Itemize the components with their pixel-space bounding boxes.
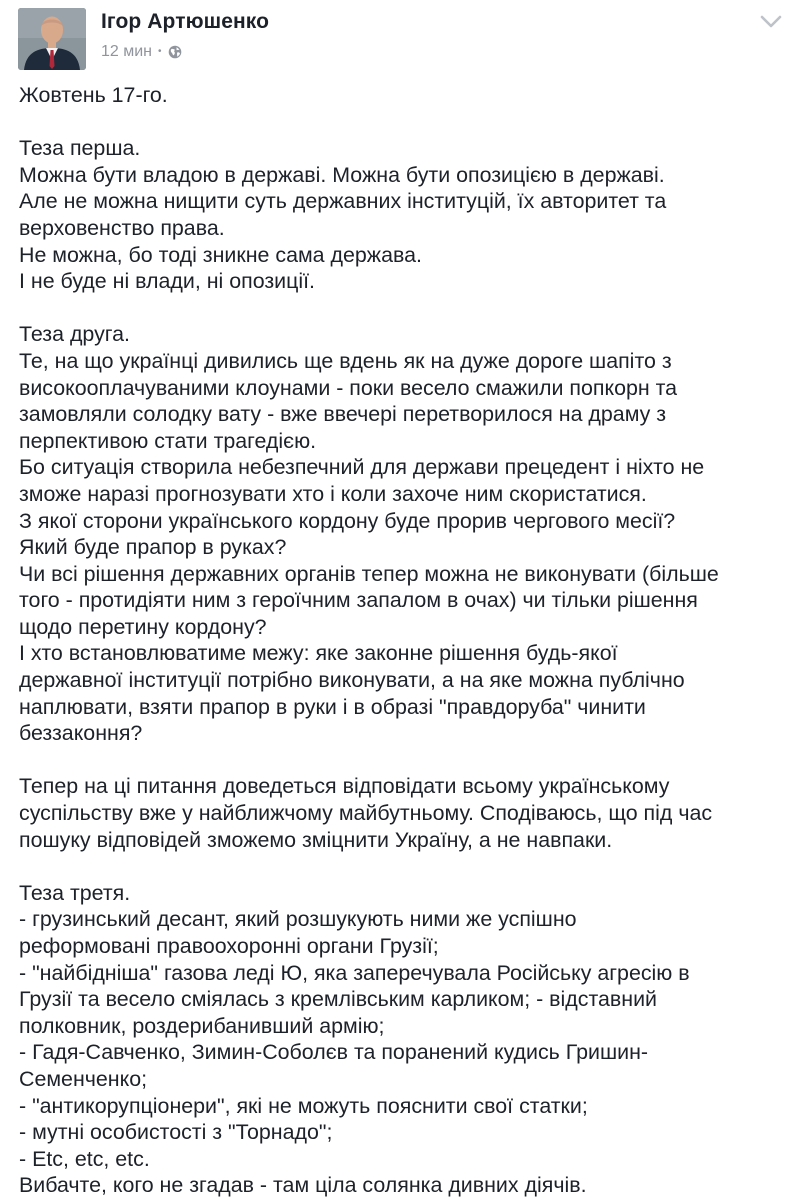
post-text-line: - мутні особистості з "Торнадо"; bbox=[19, 1120, 333, 1145]
post-text-line: Теза третя. bbox=[19, 880, 131, 905]
post-text-line: Теза перша. bbox=[19, 136, 141, 161]
post-text-line: І хто встановлюватиме межу: яке законне рішення будь-якої bbox=[19, 641, 618, 666]
post-text-line: Який буде прапор в руках? bbox=[19, 535, 287, 560]
post-text-line: Теза друга. bbox=[19, 322, 130, 347]
post-header bbox=[0, 0, 794, 76]
avatar-photo bbox=[18, 8, 86, 70]
post-text-line: того - протидіяти ним з героїчним запалом в очах) чи тільки рішення bbox=[19, 588, 698, 613]
post-text-line: З якої сторони українського кордону буде прорив чергового месії? bbox=[19, 508, 676, 533]
post-text-line: Те, на що українці дивились ще вдень як на дуже дороге шапіто з bbox=[19, 348, 672, 373]
avatar[interactable] bbox=[18, 8, 86, 70]
post-text-line: державної інституції потрібно виконувати, а на яке можна публічно bbox=[19, 668, 685, 693]
post-text-line: перпективою стати трагедією. bbox=[19, 428, 317, 453]
post-text-line: Вибачте, кого не згадав - там ціла солянка дивних діячів. bbox=[19, 1173, 587, 1198]
post-text-line: полковник, роздерибанивший армію; bbox=[19, 1013, 385, 1038]
post-text-line: Бо ситуація створила небезпечний для держави прецедент і ніхто не bbox=[19, 455, 705, 480]
post-text-line: верховенство права. bbox=[19, 215, 225, 240]
post-text bbox=[19, 82, 787, 1199]
globe-icon bbox=[168, 45, 182, 59]
post-text-line: - "найбідніша" газова леді Ю, яка заперечувала Російську агресію в bbox=[19, 960, 690, 985]
post-text-line: високооплачуваними клоунами - поки весело смажили попкорн та bbox=[19, 375, 678, 400]
post-text-line: наплювати, взяти прапор в руки і в образі "правдоруба" чинити bbox=[19, 694, 646, 719]
post-text-line: замовляли солодку вату - вже ввечері перетворилося на драму з bbox=[19, 402, 667, 427]
post-timestamp[interactable]: 12 мин bbox=[101, 43, 153, 60]
post-text-line: реформовані правоохоронні органи Грузії; bbox=[19, 934, 439, 958]
post-text-line: Можна бути владою в державі. Можна бути опозицією в державі. bbox=[19, 162, 665, 187]
chevron-down-icon[interactable] bbox=[760, 14, 782, 30]
paragraph-spacer bbox=[19, 109, 787, 136]
post-text-line: - Etc, etc, etc. bbox=[19, 1146, 150, 1171]
post-text-line: суспільству вже у найближчому майбутньому. Сподіваюсь, що під час bbox=[19, 801, 713, 826]
meta-separator: • bbox=[158, 46, 162, 57]
post-text-line: - Гадя-Савченко, Зимин-Соболєв та поранений кудись Гришин- bbox=[19, 1040, 649, 1065]
post-text-line: Жовтень 17-го. bbox=[19, 83, 168, 107]
post-meta bbox=[101, 43, 182, 61]
post-text-line: - "антикорупціонери", які не можуть пояснити свої статки; bbox=[19, 1093, 588, 1118]
post-text-line: - грузинський десант, який розшукують ними же успішно bbox=[19, 907, 577, 932]
post-text-line: Тепер на ці питання доведеться відповідати всьому українському bbox=[19, 774, 670, 799]
post-text-line: щодо перетину кордону? bbox=[19, 614, 267, 639]
paragraph-spacer bbox=[19, 747, 787, 774]
post-text-line: Не можна, бо тоді зникне сама держава. bbox=[19, 242, 422, 267]
post-text-line: беззаконня? bbox=[19, 721, 143, 746]
post-text-line: Чи всі рішення державних органів тепер можна не виконувати (більше bbox=[19, 561, 719, 586]
post-text-line: І не буде ні влади, ні опозиції. bbox=[19, 269, 315, 294]
post-text-line: Семенченко; bbox=[19, 1066, 148, 1091]
author-name[interactable]: Ігор Артюшенко bbox=[101, 10, 270, 33]
paragraph-spacer bbox=[19, 295, 787, 322]
post-text-line: пошуку відповідей зможемо зміцнити Україну, а не навпаки. bbox=[19, 827, 613, 852]
post-text-line: зможе наразі прогнозувати хто і коли захоче ним скористатися. bbox=[19, 481, 647, 506]
paragraph-spacer bbox=[19, 853, 787, 880]
post-text-line: Грузії та весело сміялась з кремлівським карликом; - відставний bbox=[19, 987, 657, 1012]
post-text-line: Але не можна нищити суть державних інституцій, їх авторитет та bbox=[19, 189, 667, 214]
